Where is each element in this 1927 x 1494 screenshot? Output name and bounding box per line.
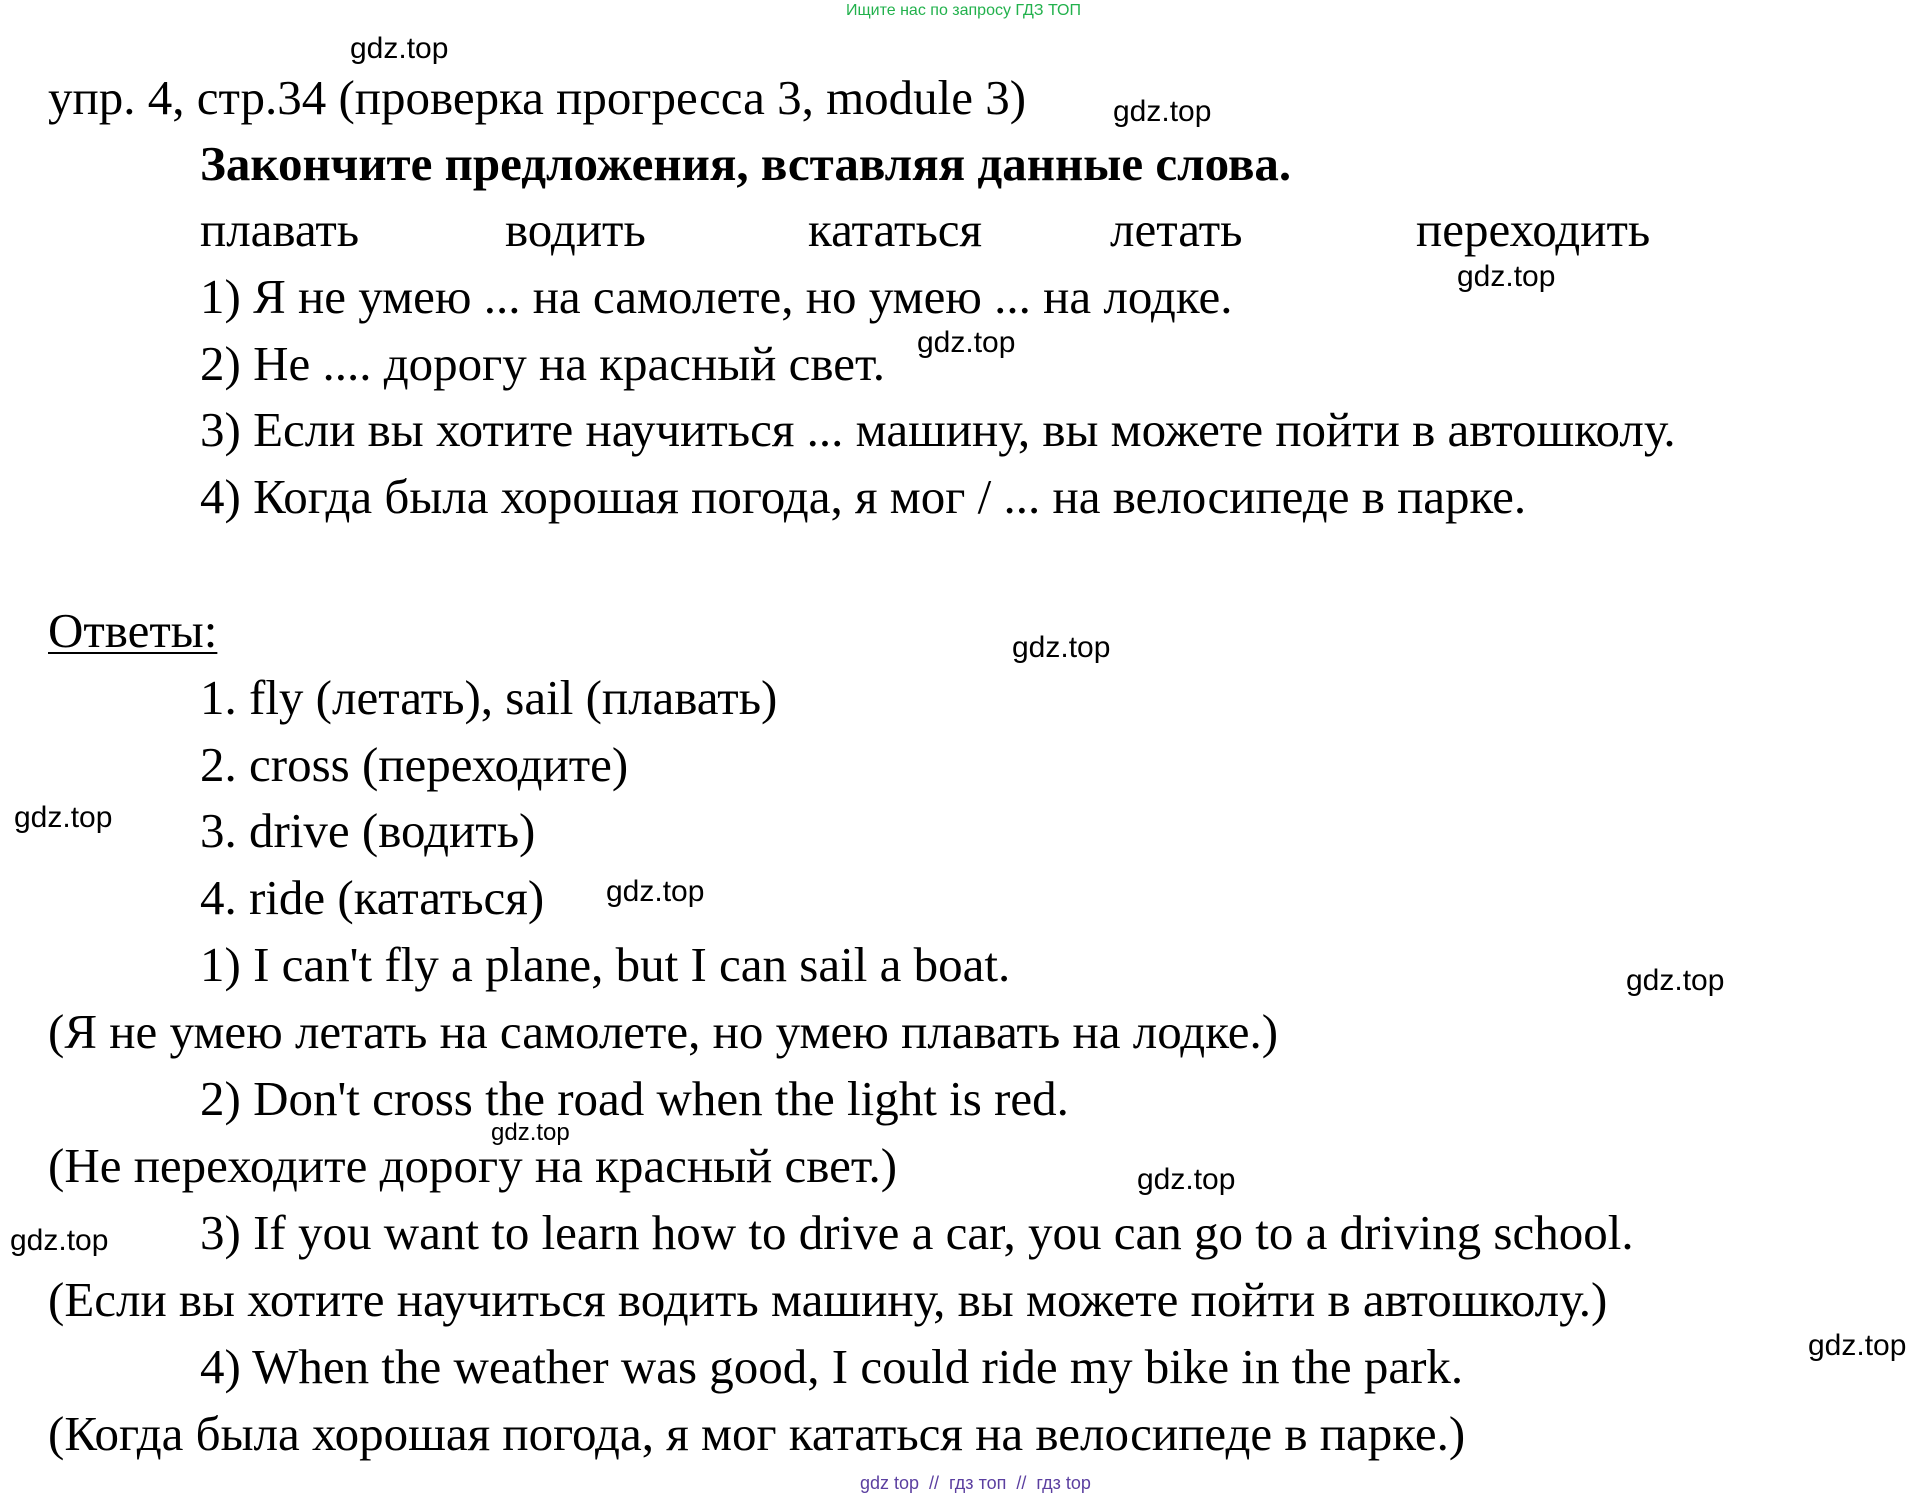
answer-word: 3. drive (водить) bbox=[200, 803, 536, 858]
word-bank-item: переходить bbox=[1416, 202, 1651, 257]
task-sentence: 3) Если вы хотите научиться ... машину, вы можете пойти в автошколу. bbox=[200, 402, 1676, 457]
watermark: gdz.top bbox=[10, 1224, 109, 1257]
watermark: gdz.top bbox=[1626, 964, 1725, 997]
word-bank-item: кататься bbox=[808, 202, 983, 257]
answer-sentence-ru: (Если вы хотите научиться водить машину, вы можете пойти в автошколу.) bbox=[48, 1272, 1608, 1327]
task-sentence: 4) Когда была хорошая погода, я мог / ... на велосипеде в парке. bbox=[200, 469, 1527, 524]
watermark: gdz.top bbox=[1457, 260, 1556, 293]
answer-word: 4. ride (кататься) bbox=[200, 870, 545, 925]
word-bank-item: летать bbox=[1110, 202, 1243, 257]
answer-sentence-ru: (Когда была хорошая погода, я мог кататься на велосипеде в парке.) bbox=[48, 1406, 1466, 1461]
answer-sentence-ru: (Не переходите дорогу на красный свет.) bbox=[48, 1138, 898, 1193]
answer-word: 1. fly (летать), sail (плавать) bbox=[200, 670, 778, 725]
watermark: gdz.top bbox=[1137, 1163, 1236, 1196]
answers-label: Ответы: bbox=[48, 603, 218, 658]
bottom-note: gdz top // гдз топ // гдз top bbox=[860, 1473, 1091, 1493]
watermark: gdz.top bbox=[1012, 631, 1111, 664]
answer-sentence-en: 3) If you want to learn how to drive a car, you can go to a driving school. bbox=[200, 1205, 1634, 1260]
task-sentence: 1) Я не умею ... на самолете, но умею ... на лодке. bbox=[200, 269, 1233, 324]
answer-sentence-en: 4) When the weather was good, I could ride my bike in the park. bbox=[200, 1339, 1464, 1394]
task-sentence: 2) Не .... дорогу на красный свет. bbox=[200, 336, 885, 391]
word-bank-item: водить bbox=[505, 202, 646, 257]
answer-sentence-ru: (Я не умею летать на самолете, но умею плавать на лодке.) bbox=[48, 1004, 1279, 1059]
watermark: gdz.top bbox=[350, 32, 449, 65]
instruction: Закончите предложения, вставляя данные слова. bbox=[200, 136, 1292, 191]
top-search-note: Ищите нас по запросу ГДЗ ТОП bbox=[846, 2, 1081, 19]
answer-word: 2. cross (переходите) bbox=[200, 737, 629, 792]
exercise-header: упр. 4, стр.34 (проверка прогресса 3, module 3) bbox=[48, 70, 1027, 125]
watermark: gdz.top bbox=[1808, 1329, 1907, 1362]
answer-sentence-en: 2) Don't cross the road when the light is red. bbox=[200, 1071, 1069, 1126]
watermark: gdz.top bbox=[917, 326, 1016, 359]
word-bank-item: плавать bbox=[200, 202, 360, 257]
watermark: gdz.top bbox=[1113, 95, 1212, 128]
watermark: gdz.top bbox=[14, 801, 113, 834]
watermark: gdz.top bbox=[606, 875, 705, 908]
answer-sentence-en: 1) I can't fly a plane, but I can sail a boat. bbox=[200, 937, 1011, 992]
watermark: gdz.top bbox=[491, 1119, 570, 1146]
